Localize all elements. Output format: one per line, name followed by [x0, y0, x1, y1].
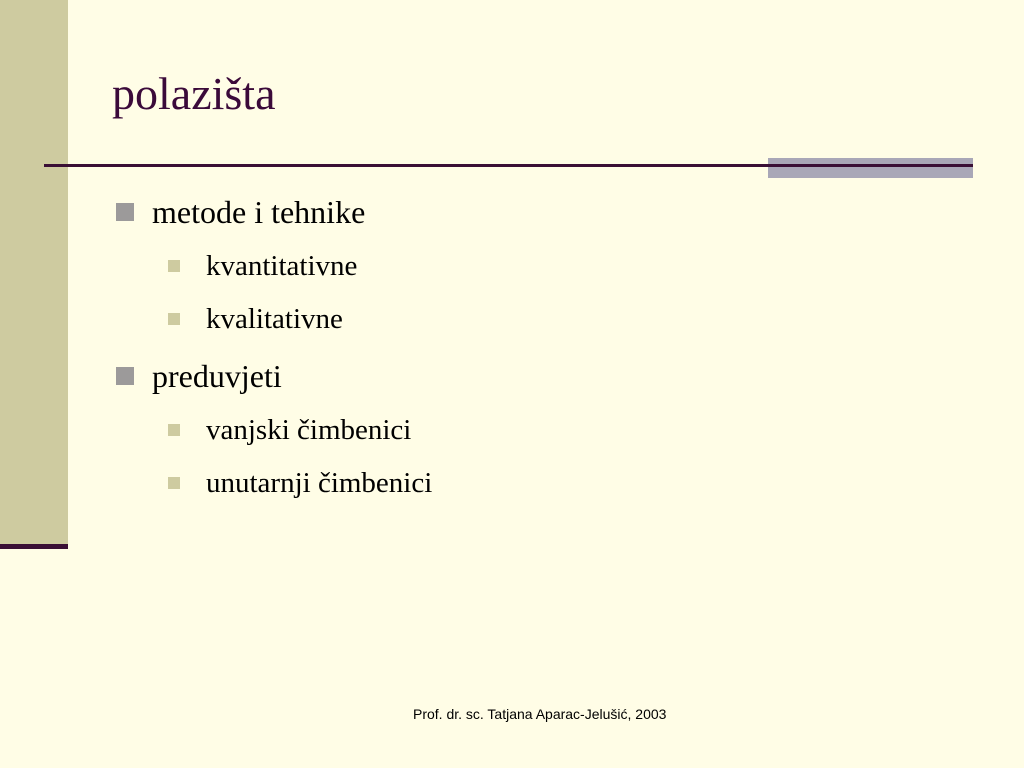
- bullet-label: metode i tehnike: [152, 193, 366, 230]
- square-bullet-icon: [168, 260, 180, 272]
- square-bullet-icon: [168, 477, 180, 489]
- square-bullet-icon: [116, 203, 134, 221]
- sub-bullet-label: vanjski čimbenici: [206, 413, 412, 446]
- bullet-label: preduvjeti: [152, 357, 282, 394]
- title-accent-bar: [768, 158, 973, 178]
- sub-bullet-label: unutarnji čimbenici: [206, 466, 433, 499]
- side-decorative-band: [0, 0, 68, 548]
- square-bullet-icon: [168, 313, 180, 325]
- sub-bullet-item: [168, 412, 411, 448]
- slide-footer: Prof. dr. sc. Tatjana Aparac-Jelušić, 2003: [413, 706, 667, 722]
- sub-bullet-label: kvantitativne: [206, 249, 358, 282]
- bullet-item: [116, 356, 282, 396]
- sub-bullet-label: kvalitativne: [206, 302, 343, 335]
- side-accent-line: [0, 544, 68, 549]
- bullet-item: [116, 192, 365, 232]
- square-bullet-icon: [168, 424, 180, 436]
- slide-title: polazišta: [112, 68, 276, 119]
- sub-bullet-item: [168, 465, 432, 501]
- sub-bullet-item: [168, 301, 343, 337]
- sub-bullet-item: [168, 248, 357, 284]
- square-bullet-icon: [116, 367, 134, 385]
